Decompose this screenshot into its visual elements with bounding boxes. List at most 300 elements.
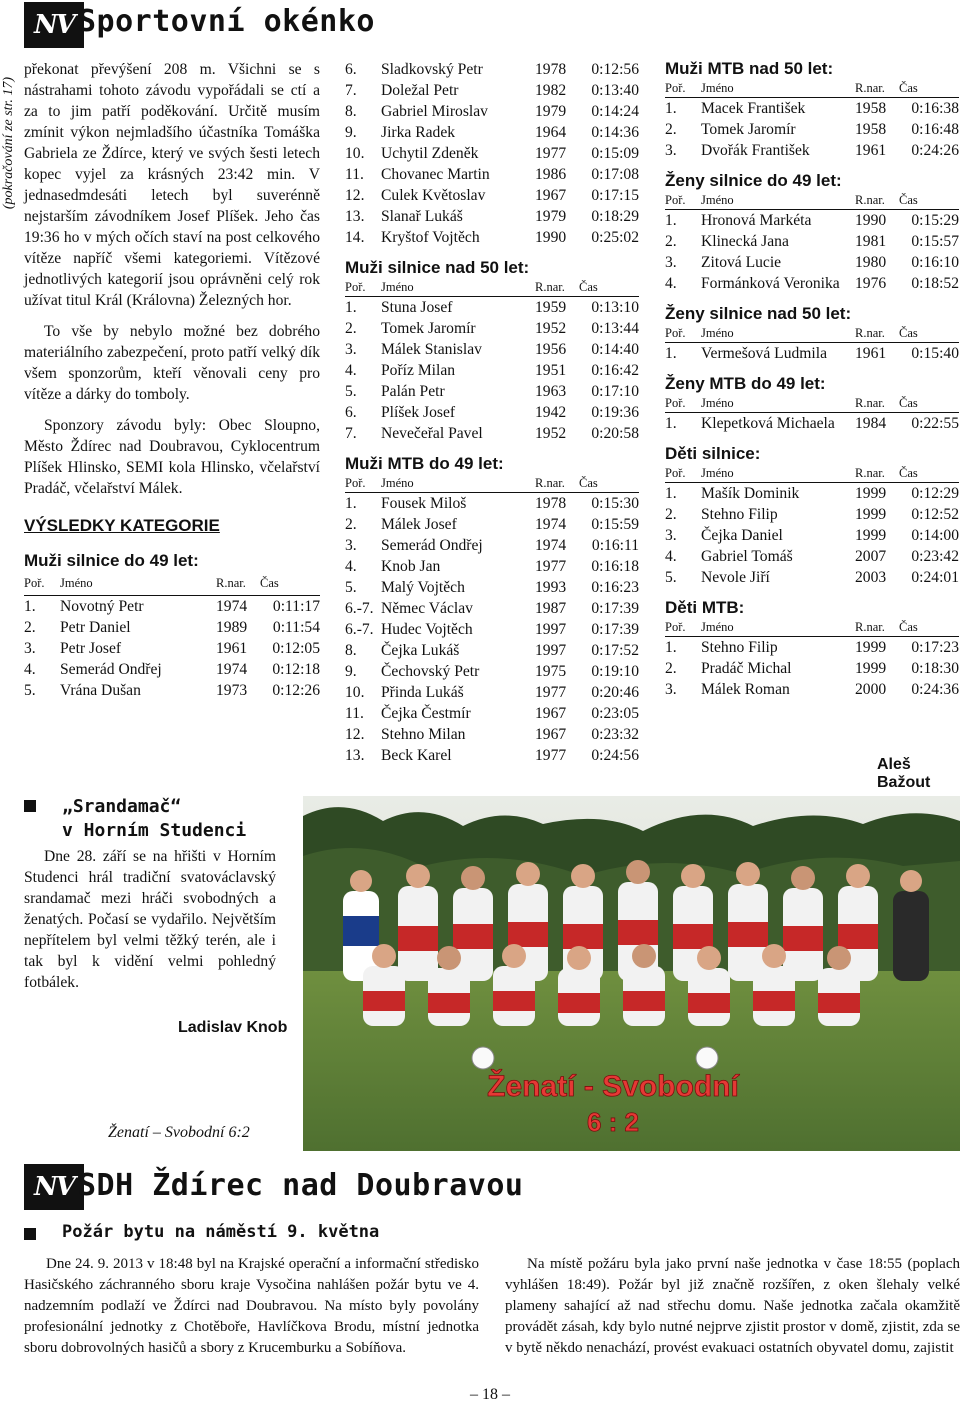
- header-time: Čas: [899, 466, 918, 480]
- sdh-subtitle: Požár bytu na náměstí 9. května: [62, 1222, 380, 1242]
- result-year: 1967: [535, 726, 567, 743]
- result-row: [665, 252, 959, 273]
- category-title: Ženy silnice nad 50 let:: [665, 304, 852, 323]
- result-year: 1982: [535, 82, 567, 99]
- result-time: 0:23:32: [591, 726, 639, 743]
- result-year: 1958: [855, 100, 887, 117]
- result-position: 5.: [665, 569, 677, 586]
- result-position: 10.: [345, 684, 365, 701]
- section-title: Sportovní okénko: [78, 4, 375, 39]
- result-position: 3.: [665, 681, 677, 698]
- header-year: R.nar.: [535, 280, 565, 294]
- result-time: 0:15:57: [911, 233, 959, 250]
- result-row: [665, 483, 959, 504]
- result-row: [345, 297, 639, 318]
- result-year: 1974: [216, 598, 248, 615]
- result-time: 0:16:10: [911, 254, 959, 271]
- result-row: [345, 682, 639, 703]
- header-time: Čas: [579, 476, 598, 490]
- header-name: Jméno: [701, 81, 734, 95]
- result-position: 6.-7.: [345, 621, 374, 638]
- header-time: Čas: [899, 396, 918, 410]
- result-year: 1956: [535, 341, 567, 358]
- result-position: 1.: [24, 598, 36, 615]
- result-position: 4.: [665, 548, 677, 565]
- continuation-note: (pokračování ze str. 17): [1, 76, 17, 209]
- result-name: Nevole Jiří: [701, 569, 770, 586]
- result-row: [345, 724, 639, 745]
- header-pos: Poř.: [24, 576, 45, 590]
- results-table-header: [665, 326, 959, 343]
- result-year: 1993: [535, 579, 567, 596]
- result-row: [665, 504, 959, 525]
- sdh-right-paragraph: Na místě požáru byla jako první naše jednotka v čase 18:55 (poplach vyhlášen 18:49). Požár byl již značně rozšířen, z oken šlehaly velké plameny sahající až nad střechu domu. Naše jednotka začala okamžitě provádět zásah, kdy bylo nutné nejprve zjistit prostor v domě, zjistit, zda se v bytě někdo nenachází, provést evakuaci ostatních obyvatel domu, zajistit: [505, 1256, 960, 1356]
- result-row: [345, 745, 639, 766]
- result-row: [345, 493, 639, 514]
- result-name: Tomek Jaromír: [381, 320, 476, 337]
- header-year: R.nar.: [535, 476, 565, 490]
- results-table-header: [665, 396, 959, 413]
- result-name: Málek Roman: [701, 681, 790, 698]
- result-name: Málek Josef: [381, 516, 457, 533]
- result-name: Malý Vojtěch: [381, 579, 465, 596]
- result-name: Chovanec Martin: [381, 166, 490, 183]
- sdh-right-column: [505, 1254, 960, 1359]
- result-row: [665, 658, 959, 679]
- result-year: 1975: [535, 663, 567, 680]
- result-position: 3.: [345, 537, 357, 554]
- result-row: [665, 637, 959, 658]
- newsletter-logo: NV: [24, 2, 84, 48]
- result-time: 0:11:17: [272, 598, 320, 615]
- result-time: 0:16:48: [911, 121, 959, 138]
- header-year: R.nar.: [855, 466, 885, 480]
- result-position: 2.: [345, 320, 357, 337]
- result-row: [345, 556, 639, 577]
- result-row: [345, 598, 639, 619]
- result-year: 1978: [535, 61, 567, 78]
- result-time: 0:13:10: [591, 299, 639, 316]
- result-year: 1964: [535, 124, 567, 141]
- result-time: 0:18:52: [911, 275, 959, 292]
- sdh-left-column: [24, 1254, 479, 1359]
- result-position: 1.: [345, 299, 357, 316]
- result-time: 0:16:23: [591, 579, 639, 596]
- category-title: Muži silnice nad 50 let:: [345, 258, 530, 277]
- result-row: [345, 143, 639, 164]
- result-name: Sladkovský Petr: [381, 61, 483, 78]
- category-block: [345, 258, 639, 444]
- result-name: Dvořák František: [701, 142, 810, 159]
- result-time: 0:16:42: [591, 362, 639, 379]
- result-position: 3.: [345, 341, 357, 358]
- result-position: 8.: [345, 642, 357, 659]
- header-pos: Poř.: [665, 466, 686, 480]
- result-row: [345, 318, 639, 339]
- result-time: 0:23:42: [911, 548, 959, 565]
- result-row: [24, 596, 320, 617]
- result-row: [665, 140, 959, 161]
- result-time: 0:19:36: [591, 404, 639, 421]
- result-row: [345, 619, 639, 640]
- result-name: Kryštof Vojtěch: [381, 229, 480, 246]
- result-row: [345, 185, 639, 206]
- result-year: 1980: [855, 254, 887, 271]
- result-position: 2.: [665, 121, 677, 138]
- result-time: 0:25:02: [591, 229, 639, 246]
- result-time: 0:20:58: [591, 425, 639, 442]
- result-position: 7.: [345, 82, 357, 99]
- result-year: 1942: [535, 404, 567, 421]
- result-year: 1952: [535, 425, 567, 442]
- result-position: 8.: [345, 103, 357, 120]
- result-row: [24, 638, 320, 659]
- team-photo-image: [303, 796, 960, 1151]
- result-name: Poříz Milan: [381, 362, 456, 379]
- result-row: [665, 679, 959, 700]
- result-position: 3.: [665, 527, 677, 544]
- result-name: Němec Václav: [381, 600, 473, 617]
- result-time: 0:15:40: [911, 345, 959, 362]
- result-year: 1999: [855, 506, 887, 523]
- header-name: Jméno: [60, 576, 93, 590]
- result-position: 5.: [24, 682, 36, 699]
- result-row: [345, 164, 639, 185]
- result-position: 1.: [665, 345, 677, 362]
- results-table-header: [665, 466, 959, 483]
- result-position: 2.: [345, 516, 357, 533]
- result-time: 0:17:23: [911, 639, 959, 656]
- result-year: 1977: [535, 684, 567, 701]
- header-pos: Poř.: [665, 396, 686, 410]
- header-name: Jméno: [701, 396, 734, 410]
- result-time: 0:20:46: [591, 684, 639, 701]
- page-number: – 18 –: [470, 1386, 510, 1403]
- results-table-header: [665, 81, 959, 98]
- result-time: 0:23:05: [591, 705, 639, 722]
- result-time: 0:15:59: [591, 516, 639, 533]
- article-column-1: [24, 59, 320, 711]
- result-position: 9.: [345, 124, 357, 141]
- header-name: Jméno: [701, 466, 734, 480]
- paragraph-3: Sponzory závodu byly: Obec Sloupno, Město Ždírec nad Doubravou, Cyklocentrum Plíšek Hlinsko, SEMI kola Hlinsko, včelařství Pradáč, včelařství Málek.: [24, 417, 320, 497]
- category-block: [345, 59, 639, 248]
- result-position: 2.: [24, 619, 36, 636]
- sdh-bullet: [24, 1228, 36, 1240]
- results-table-header: [665, 193, 959, 210]
- result-row: [665, 413, 959, 434]
- category-title: Muži silnice do 49 let:: [24, 551, 199, 570]
- category-title: Muži MTB do 49 let:: [345, 454, 504, 473]
- result-time: 0:24:26: [911, 142, 959, 159]
- header-name: Jméno: [381, 280, 414, 294]
- srandamac-paragraph: Dne 28. září se na hřišti v Horním Studenci hrál tradiční svatováclavský srandamač mezi hráči svobodných a ženatých. Počasí se vydařilo. Největším nepřítelem byl velmi těžký terén, ale i tak byl k vidění velmi pohledný fotbálek.: [24, 848, 276, 991]
- category-title: Ženy silnice do 49 let:: [665, 171, 842, 190]
- result-name: Klinecká Jana: [701, 233, 789, 250]
- result-row: [345, 423, 639, 444]
- results-table-header: [345, 280, 639, 297]
- result-name: Čechovský Petr: [381, 663, 480, 680]
- result-time: 0:17:15: [591, 187, 639, 204]
- result-time: 0:16:11: [591, 537, 639, 554]
- result-year: 1977: [535, 145, 567, 162]
- result-year: 2007: [855, 548, 887, 565]
- result-name: Formánková Veronika: [701, 275, 840, 292]
- category-block: [665, 59, 959, 161]
- result-name: Gabriel Miroslav: [381, 103, 488, 120]
- results-table-header: [345, 476, 639, 493]
- category-block: [665, 598, 959, 700]
- result-time: 0:17:10: [591, 383, 639, 400]
- result-position: 12.: [345, 187, 365, 204]
- result-time: 0:12:56: [591, 61, 639, 78]
- result-year: 1974: [535, 537, 567, 554]
- category-block: [345, 454, 639, 766]
- result-row: [665, 210, 959, 231]
- result-position: 13.: [345, 208, 365, 225]
- sdh-title: SDH Ždírec nad Doubravou: [78, 1168, 524, 1203]
- category-title: Děti silnice:: [665, 444, 761, 463]
- result-position: 4.: [345, 362, 357, 379]
- section-bullet: [24, 800, 36, 812]
- header-pos: Poř.: [345, 280, 366, 294]
- result-year: 1999: [855, 639, 887, 656]
- results-column-3: [665, 59, 959, 710]
- result-name: Čejka Čestmír: [381, 705, 471, 722]
- header-pos: Poř.: [665, 620, 686, 634]
- result-time: 0:12:05: [272, 640, 320, 657]
- result-position: 14.: [345, 229, 365, 246]
- header-year: R.nar.: [855, 193, 885, 207]
- category-block: [665, 444, 959, 588]
- result-name: Hronová Markéta: [701, 212, 812, 229]
- result-year: 1967: [535, 187, 567, 204]
- result-position: 1.: [665, 485, 677, 502]
- result-position: 11.: [345, 166, 364, 183]
- photo-overlay-title: Ženatí - Svobodní: [487, 1070, 739, 1103]
- result-position: 2.: [665, 660, 677, 677]
- result-row: [665, 567, 959, 588]
- result-name: Petr Josef: [60, 640, 122, 657]
- result-year: 1989: [216, 619, 248, 636]
- result-name: Mašík Dominik: [701, 485, 800, 502]
- photo-caption: Ženatí – Svobodní 6:2: [108, 1124, 250, 1141]
- result-year: 1987: [535, 600, 567, 617]
- result-position: 3.: [665, 254, 677, 271]
- result-year: 1958: [855, 121, 887, 138]
- result-row: [665, 343, 959, 364]
- result-time: 0:15:29: [911, 212, 959, 229]
- result-time: 0:14:40: [591, 341, 639, 358]
- result-time: 0:11:54: [272, 619, 320, 636]
- result-row: [345, 59, 639, 80]
- result-name: Čejka Lukáš: [381, 642, 460, 659]
- result-name: Doležal Petr: [381, 82, 459, 99]
- header-time: Čas: [899, 81, 918, 95]
- result-name: Palán Petr: [381, 383, 445, 400]
- result-time: 0:16:18: [591, 558, 639, 575]
- result-name: Uchytil Zdeněk: [381, 145, 479, 162]
- result-time: 0:19:10: [591, 663, 639, 680]
- result-row: [345, 577, 639, 598]
- result-name: Petr Daniel: [60, 619, 131, 636]
- result-position: 1.: [345, 495, 357, 512]
- result-position: 2.: [665, 233, 677, 250]
- result-year: 1977: [535, 558, 567, 575]
- result-row: [665, 231, 959, 252]
- result-name: Semerád Ondřej: [381, 537, 483, 554]
- result-year: 1997: [535, 621, 567, 638]
- result-name: Čejka Daniel: [701, 527, 783, 544]
- result-time: 0:14:36: [591, 124, 639, 141]
- result-position: 4.: [665, 275, 677, 292]
- result-position: 4.: [345, 558, 357, 575]
- result-time: 0:18:29: [591, 208, 639, 225]
- result-year: 1961: [216, 640, 248, 657]
- result-name: Vermešová Ludmila: [701, 345, 828, 362]
- result-year: 1999: [855, 485, 887, 502]
- result-position: 1.: [665, 415, 677, 432]
- result-row: [24, 680, 320, 701]
- header-time: Čas: [260, 576, 279, 590]
- header-pos: Poř.: [665, 326, 686, 340]
- header-name: Jméno: [701, 620, 734, 634]
- result-time: 0:17:08: [591, 166, 639, 183]
- result-name: Knob Jan: [381, 558, 441, 575]
- result-row: [345, 227, 639, 248]
- result-row: [665, 273, 959, 294]
- result-name: Fousek Miloš: [381, 495, 467, 512]
- photo-overlay-score: 6 : 2: [586, 1107, 640, 1137]
- result-row: [345, 360, 639, 381]
- category-block: [665, 304, 959, 364]
- result-name: Semerád Ondřej: [60, 661, 162, 678]
- result-name: Culek Květoslav: [381, 187, 486, 204]
- result-time: 0:12:18: [272, 661, 320, 678]
- result-year: 1952: [535, 320, 567, 337]
- paragraph-2: To vše by nebylo možné bez dobrého materiálního zabezpečení, proto patří velký dík všem sponzorům, kteří věnovali ceny pro vítěze a dárky do tomboly.: [24, 323, 320, 403]
- result-name: Gabriel Tomáš: [701, 548, 793, 565]
- results-table-header: [665, 620, 959, 637]
- result-year: 1977: [535, 747, 567, 764]
- result-time: 0:15:30: [591, 495, 639, 512]
- result-name: Macek František: [701, 100, 806, 117]
- result-row: [345, 101, 639, 122]
- results-heading: VÝSLEDKY KATEGORIE: [24, 516, 220, 535]
- result-name: Zitová Lucie: [701, 254, 782, 271]
- result-position: 5.: [345, 383, 357, 400]
- result-time: 0:24:56: [591, 747, 639, 764]
- result-row: [665, 119, 959, 140]
- result-time: 0:12:29: [911, 485, 959, 502]
- result-row: [345, 80, 639, 101]
- result-name: Stehno Filip: [701, 639, 778, 656]
- srandamac-title-line2: v Horním Studenci: [62, 820, 247, 841]
- result-time: 0:14:24: [591, 103, 639, 120]
- result-position: 1.: [665, 100, 677, 117]
- result-year: 2003: [855, 569, 887, 586]
- category-title: Ženy MTB do 49 let:: [665, 374, 826, 393]
- result-year: 1999: [855, 660, 887, 677]
- result-time: 0:14:00: [911, 527, 959, 544]
- result-name: Přinda Lukáš: [381, 684, 464, 701]
- category-title: Muži MTB nad 50 let:: [665, 59, 834, 78]
- result-year: 1961: [855, 142, 887, 159]
- result-row: [345, 514, 639, 535]
- result-row: [345, 402, 639, 423]
- result-year: 1997: [535, 642, 567, 659]
- result-time: 0:24:01: [911, 569, 959, 586]
- header-year: R.nar.: [855, 620, 885, 634]
- result-row: [345, 122, 639, 143]
- header-time: Čas: [899, 193, 918, 207]
- header-time: Čas: [899, 620, 918, 634]
- result-row: [24, 659, 320, 680]
- result-time: 0:24:36: [911, 681, 959, 698]
- result-time: 0:18:30: [911, 660, 959, 677]
- result-position: 1.: [665, 212, 677, 229]
- result-row: [345, 703, 639, 724]
- result-row: [345, 661, 639, 682]
- result-name: Klepetková Michaela: [701, 415, 835, 432]
- paragraph-1: překonat převýšení 208 m. Všichni se s nástrahami tohoto závodu vypořádali se ctí a za to jim patří poděkování. Určitě musím zmínit výkon nejmladšího účastníka Tomáška Gabriela ze Ždírce, který ve svých šesti letech kopec vyjel za krásných 23:42 min. V jednasedmdesáti letech byl suverénně nejstarším závodníkem Josef Plíšek. Jeho čas 19:36 ho v mých očích staví na post celkového vítěze napříč všemi kategoriemi. Vítězové jednotlivých kategorií jsou oprávněni celý rok užívat titul Král (Královna) Železných hor.: [24, 61, 320, 309]
- result-year: 2000: [855, 681, 887, 698]
- result-name: Nevečeřal Pavel: [381, 425, 483, 442]
- sdh-left-paragraph: Dne 24. 9. 2013 v 18:48 byl na Krajské operační a informační středisko Hasičského záchranného sboru kraje Vysočina nahlášen požár bytu ve 4. nadzemním podlaží ve Ždírci nad Doubravou. Na místo byly povolány profesionální jednotky z Chotěboře, Havlíčkova Brodu, místní jednotka sboru dobrovolných hasičů a sbory z Krucemburku a Sobíňova.: [24, 1256, 479, 1356]
- header-year: R.nar.: [216, 576, 246, 590]
- result-year: 1981: [855, 233, 887, 250]
- result-row: [345, 535, 639, 556]
- result-year: 1979: [535, 208, 567, 225]
- category-title: Děti MTB:: [665, 598, 745, 617]
- result-year: 1976: [855, 275, 887, 292]
- result-row: [665, 546, 959, 567]
- result-time: 0:17:39: [591, 600, 639, 617]
- result-name: Novotný Petr: [60, 598, 144, 615]
- results-table-header: [24, 573, 320, 596]
- category-block: [665, 374, 959, 434]
- result-row: [345, 206, 639, 227]
- result-position: 3.: [665, 142, 677, 159]
- srandamac-title-line1: „Srandamač“: [62, 796, 182, 817]
- result-name: Beck Karel: [381, 747, 452, 764]
- result-position: 1.: [665, 639, 677, 656]
- result-year: 1951: [535, 362, 567, 379]
- result-row: [665, 98, 959, 119]
- result-position: 3.: [24, 640, 36, 657]
- result-year: 1990: [535, 229, 567, 246]
- header-name: Jméno: [701, 193, 734, 207]
- result-position: 6.: [345, 404, 357, 421]
- result-year: 1974: [216, 661, 248, 678]
- header-pos: Poř.: [665, 81, 686, 95]
- team-photo: [303, 796, 960, 1151]
- result-time: 0:16:38: [911, 100, 959, 117]
- result-name: Pradáč Michal: [701, 660, 792, 677]
- result-year: 1963: [535, 383, 567, 400]
- result-name: Málek Stanislav: [381, 341, 482, 358]
- result-year: 1979: [535, 103, 567, 120]
- result-row: [345, 339, 639, 360]
- result-year: 1967: [535, 705, 567, 722]
- sdh-logo: NV: [24, 1164, 84, 1210]
- result-year: 1959: [535, 299, 567, 316]
- result-name: Stuna Josef: [381, 299, 453, 316]
- result-time: 0:15:09: [591, 145, 639, 162]
- result-year: 1984: [855, 415, 887, 432]
- result-row: [345, 381, 639, 402]
- result-time: 0:17:52: [591, 642, 639, 659]
